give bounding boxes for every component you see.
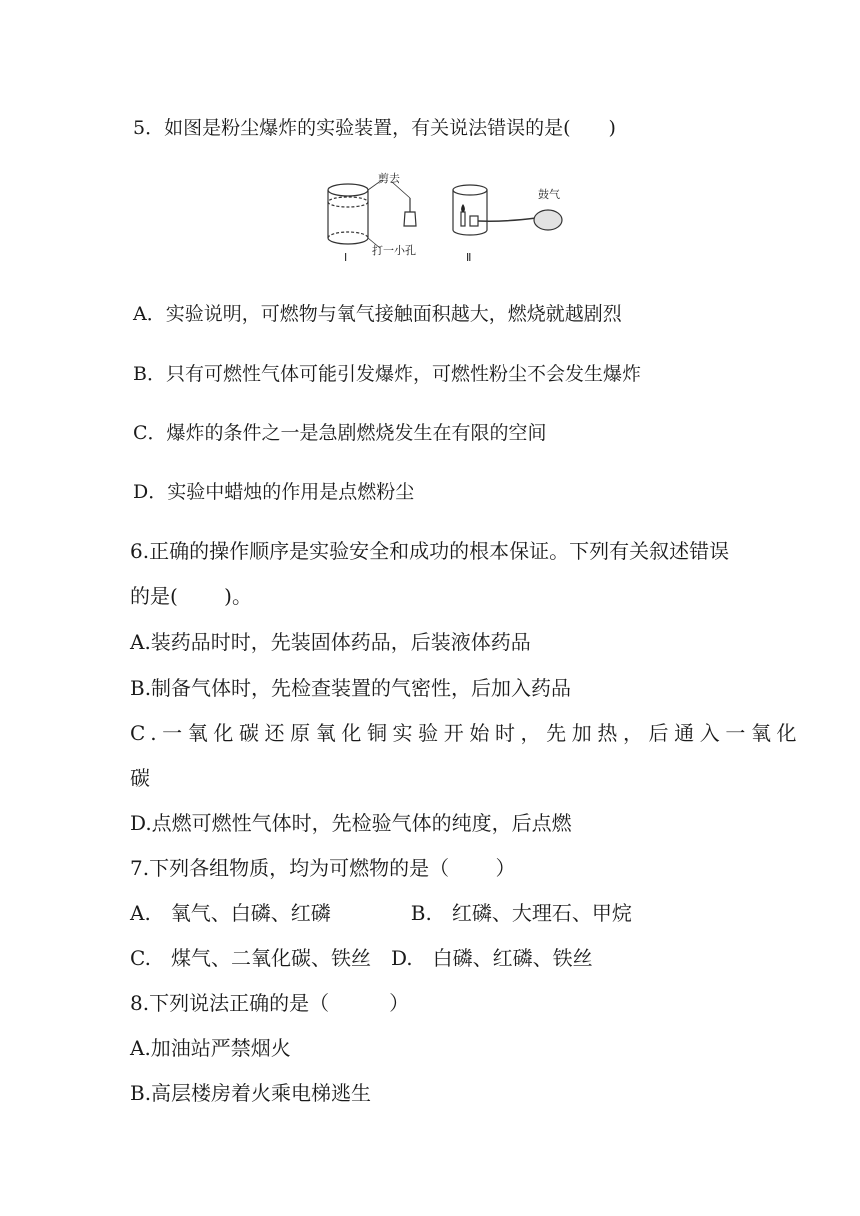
- label-blow: 鼓气: [538, 188, 560, 201]
- dust-explosion-apparatus-figure: [320, 168, 580, 268]
- question-6-option-d: D.点燃可燃性气体时，先检验气体的纯度，后点燃: [130, 811, 572, 835]
- apparatus-diagram: [320, 168, 580, 268]
- question-8-option-a: A.加油站严禁烟火: [130, 1036, 291, 1060]
- question-8-option-b: B.高层楼房着火乘电梯逃生: [130, 1081, 372, 1105]
- label-figure-1: Ⅰ: [344, 251, 348, 264]
- question-8-stem: 8.下列说法正确的是（ ）: [130, 991, 410, 1015]
- funnel-figure: [404, 198, 416, 226]
- question-5-option-a: A．实验说明，可燃物与氧气接触面积越大，燃烧就越剧烈: [133, 303, 622, 325]
- label-hole: 打一小孔: [372, 244, 416, 257]
- cylinder-can-figure: [328, 184, 368, 244]
- question-6-option-c: C.一氧化碳还原氧化铜实验开始时，先加热，后通入一氧化: [130, 721, 803, 745]
- question-6-stem-line2: 的是( )。: [130, 584, 252, 608]
- question-6-option-c-continued: 碳: [130, 766, 150, 790]
- question-7-options-row-1: A. 氧气、白磷、红磷 B. 红磷、大理石、甲烷: [130, 901, 632, 925]
- candle-flame-icon: [461, 204, 465, 212]
- question-6-option-a: A.装药品时时，先装固体药品，后装液体药品: [130, 630, 531, 654]
- question-6-stem-line1: 6.正确的操作顺序是实验安全和成功的根本保证。下列有关叙述错误: [130, 539, 730, 563]
- question-6-option-b: B.制备气体时，先检查装置的气密性，后加入药品: [130, 676, 572, 700]
- question-5-option-b: B．只有可燃性气体可能引发爆炸，可燃性粉尘不会发生爆炸: [133, 363, 641, 385]
- question-7-options-row-2: C. 煤气、二氧化碳、铁丝 D. 白磷、红磷、铁丝: [130, 946, 593, 970]
- can-with-candle-figure: [453, 185, 487, 235]
- question-5-stem: 5．如图是粉尘爆炸的实验装置，有关说法错误的是( ): [133, 117, 616, 139]
- label-cut: 剪去: [378, 172, 400, 185]
- label-figure-2: Ⅱ: [466, 251, 472, 264]
- question-5-option-c: C．爆炸的条件之一是急剧燃烧发生在有限的空间: [133, 422, 547, 444]
- question-7-stem: 7.下列各组物质，均为可燃物的是（ ）: [130, 856, 516, 880]
- rubber-bulb-icon: [534, 210, 562, 230]
- question-5-option-d: D．实验中蜡烛的作用是点燃粉尘: [133, 481, 415, 503]
